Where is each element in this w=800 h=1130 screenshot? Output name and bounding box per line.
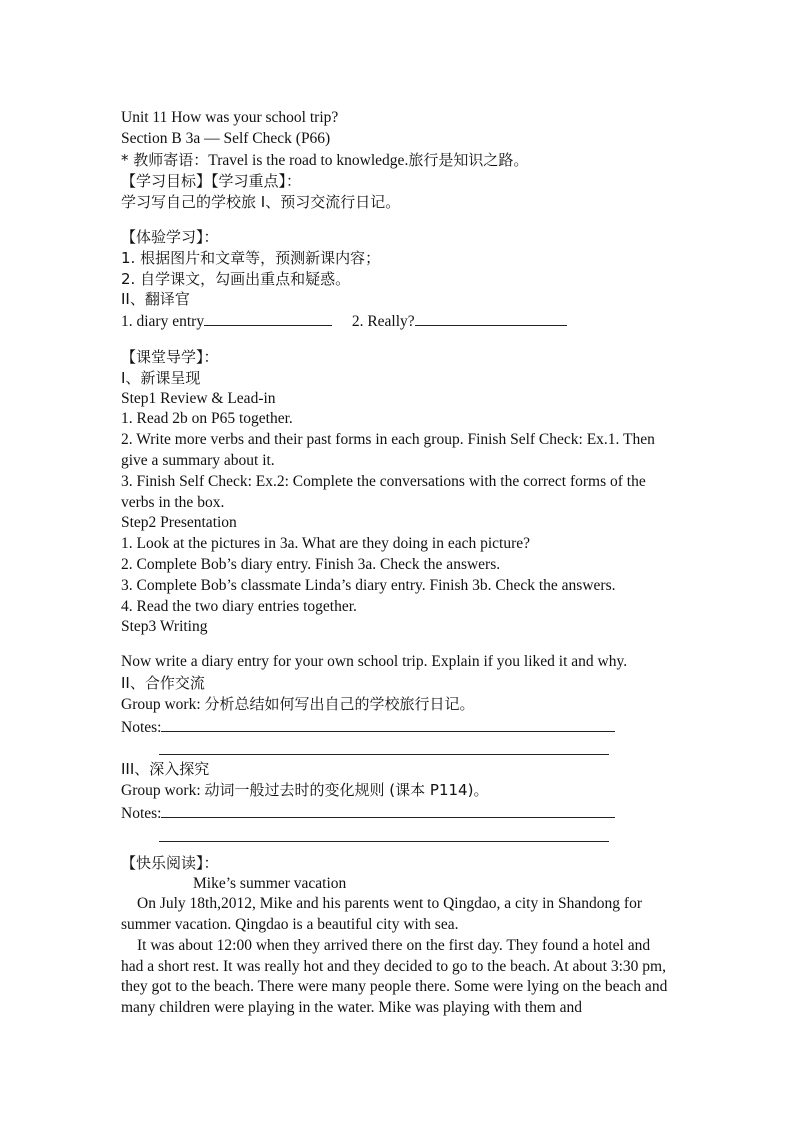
motto-prefix: * 教师寄语： [121,150,209,169]
translate-item-2: 2. Really? [351,313,415,331]
answer-blank[interactable] [204,310,332,326]
group-work-text: 动词一般过去时的变化规则 (课本 P114)。 [204,781,489,800]
reading-paragraph: On July 18th,2012, Mike and his parents went to Qingdao, a city in Shandong for summer vacation. Qingdao is a beautiful city with sea. [121,895,642,934]
answer-blank[interactable] [415,310,567,326]
writing-task: Now write a diary entry for your own school trip. Explain if you liked it and why. [121,653,628,671]
notes-blank[interactable] [161,802,615,818]
explore-heading: III、深入探究 [121,760,210,779]
unit-title: Unit 11 How was your school trip? [121,109,339,126]
step2-item: 3. Complete Bob’s classmate Linda’s diary entry. Finish 3b. Check the answers. [121,576,616,594]
notes-row [121,802,681,825]
goals-heading: 【学习目标】【学习重点】： [121,172,302,191]
section-title: Section B 3a — Self Check (P66) [121,129,331,147]
translate-item-1: 1. diary entry [121,313,205,331]
motto-chinese: 旅行是知识之路。 [408,150,529,169]
step2-title: Step2 Presentation [121,514,237,532]
group-work-text: 分析总结如何写出自己的学校旅行日记。 [204,694,475,713]
worksheet-page [121,108,681,1019]
classroom-heading: 【课堂导学】： [121,347,219,366]
cooperation-task [121,694,681,716]
group-work-label: Group work: [121,782,205,800]
goals-text: 学习写自己的学校旅 I、预习交流行日记。 [121,193,401,212]
translate-row [121,310,681,333]
step1-title: Step1 Review & Lead-in [121,389,276,407]
reading-paragraph: It was about 12:00 when they arrived there on the first day. They found a hotel and had a short rest. It was really hot and they decided to go to the beach. At about 3:30 pm, they got to the beach. There were many people there. Some were lying on the beach and many children were playing in the water. Mike was playing with them and [121,936,668,1017]
step2-item: 4. Read the two diary entries together. [121,597,357,615]
step2-item: 2. Complete Bob’s diary entry. Finish 3a. Check the answers. [121,555,501,573]
step3-title: Step3 Writing [121,618,208,636]
translate-heading: II、翻译官 [121,290,190,309]
reading-heading: 【快乐阅读】： [121,853,219,872]
notes-label: Notes: [121,718,162,736]
notes-label: Notes: [121,804,162,822]
step1-item: 1. Read 2b on P65 together. [121,410,293,428]
motto-english: Travel is the road to knowledge. [208,151,409,169]
notes-blank[interactable] [161,716,615,732]
reading-title: Mike’s summer vacation [193,874,347,892]
group-work-label: Group work: [121,695,205,713]
explore-task [121,780,681,802]
notes-blank-line[interactable] [159,827,609,842]
step1-item: 2. Write more verbs and their past forms in each group. Finish Self Check: Ex.1. Then give a summary about it. [121,431,655,469]
cooperation-heading: II、合作交流 [121,673,205,692]
notes-blank-line[interactable] [159,740,609,755]
experience-item: 1. 根据图片和文章等，预测新课内容； [121,248,381,267]
experience-heading: 【体验学习】： [121,227,219,246]
new-lesson-heading: I、新课呈现 [121,368,201,387]
teacher-motto [121,150,681,172]
experience-item: 2. 自学课文，勾画出重点和疑惑。 [121,269,351,288]
step2-item: 1. Look at the pictures in 3a. What are they doing in each picture? [121,535,531,553]
step1-item: 3. Finish Self Check: Ex.2: Complete the conversations with the correct forms of the verbs in the box. [121,472,646,511]
notes-row [121,716,681,739]
